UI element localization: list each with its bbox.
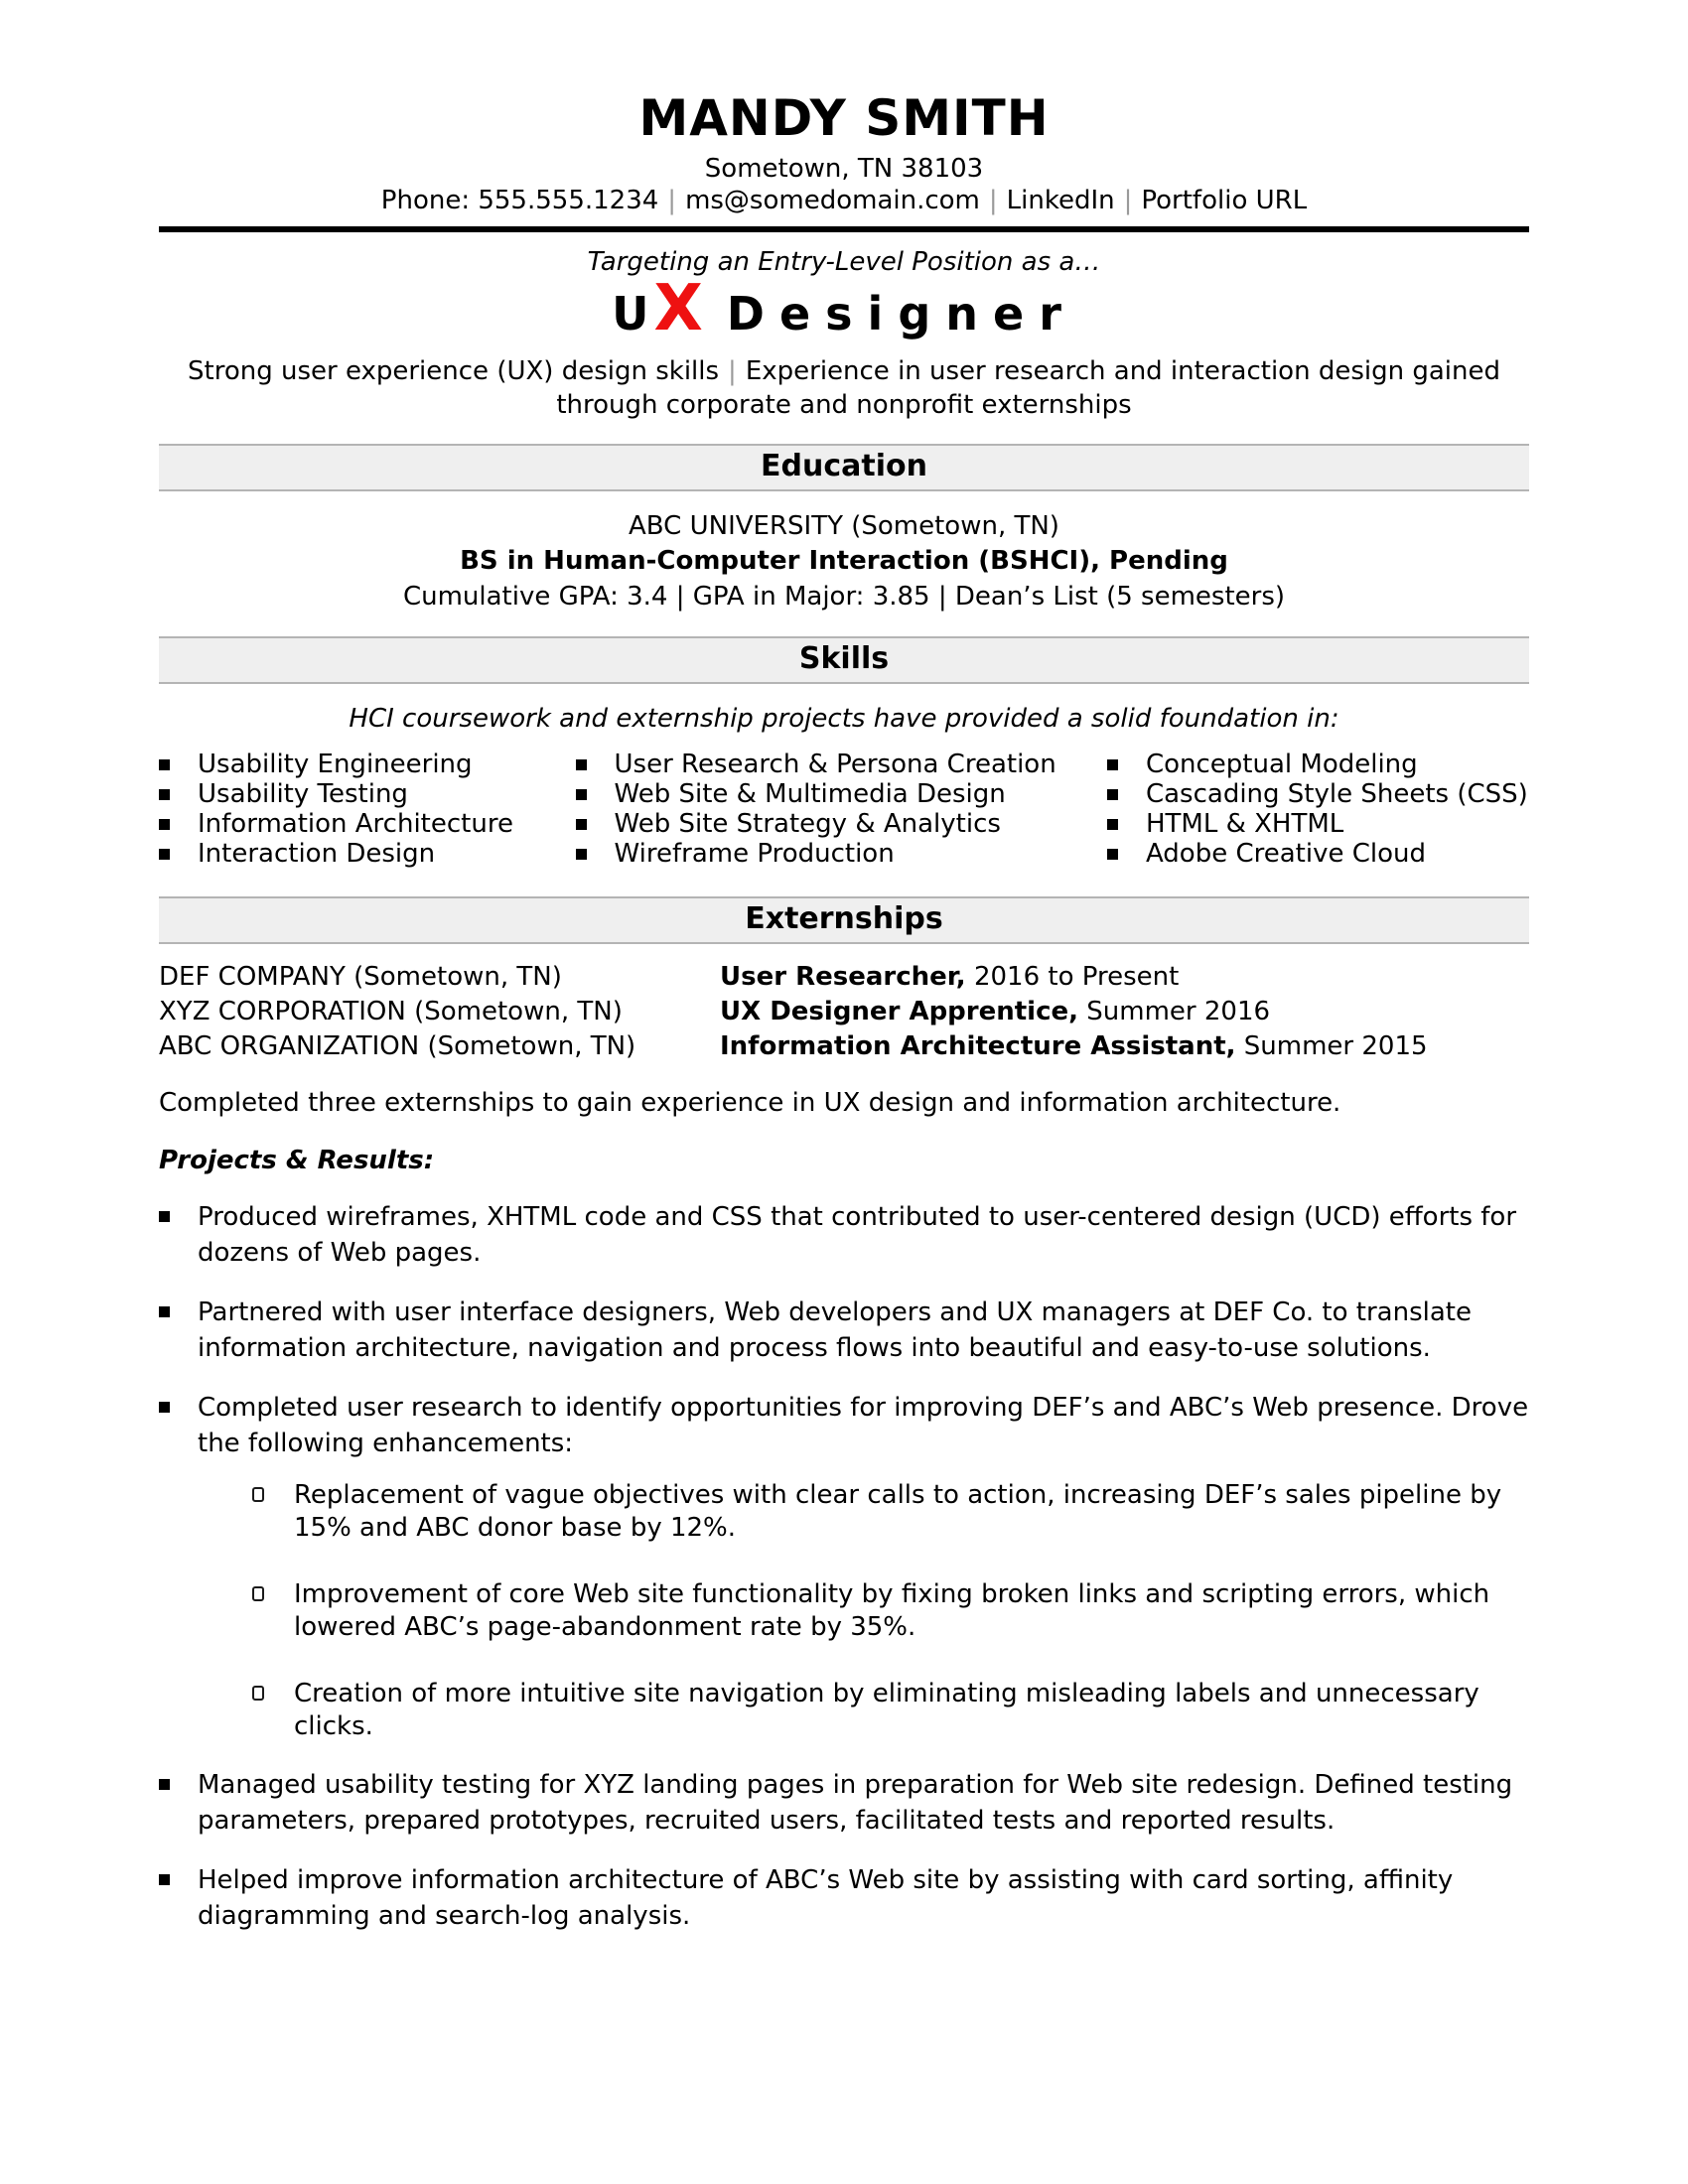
skill-label: HTML & XHTML [1145,809,1344,839]
summary-statement [179,354,1509,422]
externship-row [159,1029,1529,1064]
skill-label: User Research & Persona Creation [614,750,1056,779]
linkedin-link[interactable]: LinkedIn [1006,186,1115,215]
headline-section [159,246,1529,422]
externship-company: XYZ CORPORATION (Sometown, TN) [159,997,623,1026]
bullet-square-icon [576,759,587,770]
skill-label: Web Site Strategy & Analytics [614,809,1001,839]
sub-bullet-text: Improvement of core Web site functionality by fixing broken links and scripting errors, which lowered ABC’s page-abandonment rate by 35%. [294,1579,1490,1642]
projects-heading: Projects & Results: [159,1146,435,1175]
portfolio-link[interactable]: Portfolio URL [1141,186,1308,215]
skills-section [159,636,1529,875]
project-bullet [159,1295,1529,1366]
skill-label: Information Architecture [198,809,513,839]
skills-grid [159,750,1529,875]
bullet-square-icon [159,1779,170,1790]
bullet-text: Helped improve information architecture of ABC’s Web site by assisting with card sorting, affinity diagramming and search-log analysis. [198,1865,1454,1931]
education-gpa: Cumulative GPA: 3.4 | GPA in Major: 3.85 | Dean’s List (5 semesters) [402,582,1286,612]
section-header-externships: Externships [159,896,1529,944]
externship-role [720,1029,1428,1064]
job-title [159,272,1529,350]
pipe-separator: | [728,356,737,386]
bullet-square-icon [1107,789,1118,800]
resume-header [159,89,1529,232]
externship-row [159,995,1529,1029]
phone-text: Phone: 555.555.1234 [380,186,659,215]
externship-role [720,995,1270,1029]
candidate-location: Sometown, TN 38103 [704,154,984,184]
project-bullet [159,1767,1529,1839]
bullet-square-icon [159,1211,170,1222]
header-divider [159,226,1529,232]
pipe-separator: | [988,186,998,215]
bullet-square-icon [159,789,170,800]
externship-list [159,960,1529,1064]
externship-company: ABC ORGANIZATION (Sometown, TN) [159,1031,636,1061]
externship-company: DEF COMPANY (Sometown, TN) [159,962,562,992]
pipe-separator: | [1123,186,1133,215]
bullet-square-icon [576,789,587,800]
skill-label: Interaction Design [198,839,436,869]
skill-item [576,839,1107,869]
skills-column-3 [1107,750,1529,869]
bullet-body [198,1390,1529,1743]
bullet-text: Partnered with user interface designers, Web developers and UX managers at DEF Co. to translate information architecture, navigation and process flows into beautiful and easy-to-use solutions. [198,1297,1472,1363]
skill-label: Adobe Creative Cloud [1145,839,1426,869]
skills-intro: HCI coursework and externship projects have provided a solid foundation in: [349,704,1339,734]
pipe-separator: | [667,186,677,215]
project-bullet [159,1199,1529,1271]
bullet-square-icon [1107,849,1118,860]
externship-dates: Summer 2016 [1086,997,1271,1026]
skill-item [159,779,576,809]
job-title-letter-u: U [612,287,654,341]
skill-item [576,750,1107,779]
externships-summary: Completed three externships to gain experience in UX design and information architecture. [159,1088,1341,1118]
education-degree: BS in Human-Computer Interaction (BSHCI), Pending [460,546,1228,576]
bullet-square-icon [1107,819,1118,830]
bullet-square-icon [1107,759,1118,770]
project-sub-bullet [252,1578,1529,1644]
skills-column-1 [159,750,576,869]
externship-role [720,960,1179,995]
skill-item [159,750,576,779]
project-bullet-list [159,1199,1529,1934]
bullet-square-icon [159,1306,170,1317]
bullet-square-icon [159,1874,170,1885]
skills-column-2 [576,750,1107,869]
section-header-education: Education [159,444,1529,491]
skill-label: Usability Testing [198,779,408,809]
bullet-text: Produced wireframes, XHTML code and CSS that contributed to user-centered design (UCD) efforts for dozens of Web pages. [198,1202,1517,1268]
bullet-hollow-square-icon [252,1686,264,1701]
externship-role-title: UX Designer Apprentice, [720,997,1079,1026]
job-title-word: Designer [726,287,1076,341]
skill-label: Conceptual Modeling [1145,750,1418,779]
sub-bullet-text: Replacement of vague objectives with clear calls to action, increasing DEF’s sales pipeline by 15% and ABC donor base by 12%. [294,1480,1502,1543]
skill-label: Cascading Style Sheets (CSS) [1145,779,1528,809]
bullet-text: Managed usability testing for XYZ landing pages in preparation for Web site redesign. Defined testing parameters, prepared prototypes, recruited users, facilitated tests and reported results. [198,1770,1513,1836]
skill-item [159,809,576,839]
project-bullet [159,1862,1529,1934]
targeting-line: Targeting an Entry-Level Position as a… [587,247,1101,277]
skill-item [576,779,1107,809]
skill-item [1107,839,1529,869]
education-school: ABC UNIVERSITY (Sometown, TN) [629,511,1059,541]
bullet-hollow-square-icon [252,1586,264,1601]
email-link[interactable]: ms@somedomain.com [685,186,980,215]
externship-dates: 2016 to Present [973,962,1180,992]
skill-label: Usability Engineering [198,750,473,779]
externship-role-title: User Researcher, [720,962,966,992]
bullet-square-icon [576,819,587,830]
bullet-square-icon [576,849,587,860]
skill-item [576,809,1107,839]
externship-dates: Summer 2015 [1243,1031,1428,1061]
summary-part1: Strong user experience (UX) design skills [188,356,720,386]
skill-label: Web Site & Multimedia Design [614,779,1006,809]
skill-item [159,839,576,869]
bullet-text: Completed user research to identify opportunities for improving DEF’s and ABC’s Web presence. Drove the following enhancements: [198,1393,1529,1458]
sub-bullet-text: Creation of more intuitive site navigation by eliminating misleading labels and unnecessary clicks. [294,1679,1479,1741]
contact-row [159,185,1529,216]
bullet-square-icon [159,1402,170,1413]
externships-section [159,896,1529,1934]
project-bullet [159,1390,1529,1743]
skill-item [1107,809,1529,839]
bullet-square-icon [159,849,170,860]
sub-bullet-list [252,1479,1529,1743]
section-header-skills: Skills [159,636,1529,684]
education-section [159,444,1529,614]
summary-part2: Experience in user research and interaction design gained through corporate and nonprofit externships [556,356,1500,420]
skill-item [1107,750,1529,779]
skill-label: Wireframe Production [614,839,895,869]
skill-item [1107,779,1529,809]
project-sub-bullet [252,1479,1529,1545]
candidate-name: MANDY SMITH [638,89,1050,147]
externship-row [159,960,1529,995]
externship-role-title: Information Architecture Assistant, [720,1031,1236,1061]
bullet-hollow-square-icon [252,1487,264,1502]
project-sub-bullet [252,1678,1529,1743]
job-title-letter-x: X [653,272,703,345]
bullet-square-icon [159,819,170,830]
bullet-square-icon [159,759,170,770]
